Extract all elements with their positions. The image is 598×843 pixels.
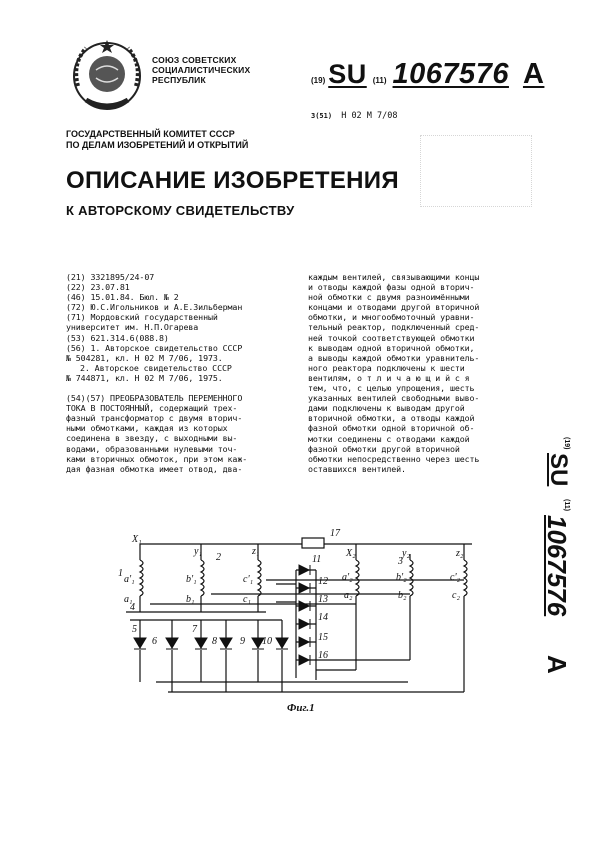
label-a2: a₂ [344,590,353,601]
abstract-line: ными обмотками, каждая из которых [66,423,228,434]
country: SU [328,59,367,89]
abstract-line: водами, образованными нулевыми точ- [66,443,238,454]
biblio-line: (71) Мордовский государственный [66,312,218,323]
side-number-code: (11) [563,499,570,512]
label-n12: 12 [318,576,328,587]
abstract-line: ТОКА В ПОСТОЯННЫЙ, содержащий трех- [66,403,238,414]
label-n8: 8 [212,636,217,647]
label-n9: 9 [240,636,245,647]
label-n11: 11 [312,554,322,565]
label-n7: 7 [192,624,197,635]
label-n1: 1 [118,568,123,579]
label-n4: 4 [130,602,135,613]
union-name [152,55,250,85]
abstract-line: ками вторичных обмоток, при этом каж- [66,453,248,464]
side-patent-number-value: 1067576 [542,515,572,617]
biblio-line: (46) 15.01.84. Бюл. № 2 [66,292,179,303]
label-x1: X₁ [132,534,142,545]
document-title: ОПИСАНИЕ ИЗОБРЕТЕНИЯ [66,167,399,194]
label-b1p: b'₁ [186,574,197,585]
biblio-line: 2. Авторское свидетельство СССР [80,362,232,373]
label-n14: 14 [318,612,328,623]
label-c1: c₁ [243,594,251,605]
label-n3: 3 [398,556,403,567]
patent-kind: A [522,58,545,90]
right-column [308,272,530,474]
side-patent-number [528,437,574,687]
label-z1: z₁ [252,546,260,557]
ussr-emblem-icon [66,34,148,116]
figure-caption: Фиг.1 [287,702,315,714]
ipc-code: 3(51) [311,112,333,120]
label-b2: b₂ [398,590,407,601]
abstract-line: концами и отводами другой вторичной [308,302,480,313]
side-country: SU [545,453,572,487]
abstract-line: каждым вентилей, связывающими концы [308,272,480,282]
abstract-line: фазной обмотки другой вторичной [308,443,460,454]
abstract-line: вторичной обмотки, а отводы каждой [308,413,475,424]
label-n6: 6 [152,636,157,647]
biblio-line: № 744871, кл. Н 02 М 7/06, 1975. [66,372,223,383]
abstract-line: и отводы каждой фазы одной вторич- [308,282,475,293]
biblio-line: (53) 621.314.6(088.8) [66,332,169,343]
union-line: СОЮЗ СОВЕТСКИХ [152,55,237,65]
label-b1: b₁ [186,594,195,605]
label-z2: z₂ [456,548,464,559]
label-c2: c₂ [452,590,460,601]
label-a2p: a'₂ [342,572,353,583]
committee-line: ГОСУДАРСТВЕННЫЙ КОМИТЕТ СССР [66,129,235,139]
biblio-line: (22) 23.07.81 [66,282,130,293]
patent-number: 1067576 [392,58,509,90]
abstract-line: фазный трансформатор с двумя вторич- [66,413,243,424]
label-n16: 16 [318,650,328,661]
abstract-line: (54)(57) ПРЕОБРАЗОВАТЕЛЬ ПЕРЕМЕННОГО [66,393,243,404]
abstract-line: ней точкой соответствующей обмотки [308,332,475,343]
label-n2: 2 [216,552,221,563]
label-n10: 10 [262,636,272,647]
abstract-line: обмотки непосредственно через шесть [308,453,480,464]
abstract-line: вентилям, о т л и ч а ю щ и й с я [308,372,470,383]
label-y2: y₂ [402,548,410,559]
biblio-line: (21) 3321895/24-07 [66,272,155,282]
patent-number-header [311,58,544,88]
abstract-line: соединена в звезду, с выходными вы- [66,433,238,444]
abstract-line: к выводам одной вторичной обмотки, [308,342,475,353]
country-code: (19) [311,76,326,85]
biblio-line: университет им. Н.П.Огарева [66,322,199,333]
biblio-line: (72) Ю.С.Игольников и А.Е.Зильберман [66,302,243,313]
label-n15: 15 [318,632,328,643]
side-kind: A [542,655,572,674]
abstract-line: тем, что, с целью упрощения, шесть [308,383,475,394]
abstract-line: тельный реактор, подключенный сред- [308,322,480,333]
abstract-line: ного реактора подключены к шести [308,362,465,373]
label-x2: X₂ [346,548,356,559]
document-subtitle: К АВТОРСКОМУ СВИДЕТЕЛЬСТВУ [66,203,295,218]
label-n13: 13 [318,594,328,605]
abstract-line: фазной обмотки одной вторичной об- [308,423,475,434]
abstract-line: дами подключены к выводам другой [308,403,465,414]
label-y1: y₁ [194,546,202,557]
union-line: СОЦИАЛИСТИЧЕСКИХ [152,65,251,75]
circuit-diagram [116,520,478,720]
biblio-line: (56) 1. Авторское свидетельство СССР [66,342,243,353]
left-column [66,272,296,474]
abstract-line: мотки соединены с отводами каждой [308,433,470,444]
label-b2p: b'₂ [396,572,407,583]
label-a1: a₁ [124,594,133,605]
ipc-value: Н 02 М 7/08 [341,111,398,121]
ipc-classification [311,111,398,121]
abstract-line: ной обмотки с двумя разноимёнными [308,292,470,303]
label-c1p: c'₁ [243,574,254,585]
label-n17: 17 [330,528,340,539]
abstract-line: обмотки, и многообмоточный уравни- [308,312,475,323]
biblio-line: № 504281, кл. Н 02 М 7/06, 1973. [66,352,223,363]
number-code: (11) [372,76,387,85]
library-stamp [420,135,532,207]
committee [66,129,248,151]
abstract-line: а выводы каждой обмотки уравнитель- [308,352,480,363]
abstract-line: дая фазная обмотка имеет отвод, два- [66,463,243,474]
abstract-line: оставшихся вентилей. [308,463,406,474]
label-c2p: c'₂ [450,572,461,583]
label-a1p: a'₁ [124,574,135,585]
label-n5: 5 [132,624,137,635]
committee-line: ПО ДЕЛАМ ИЗОБРЕТЕНИЙ И ОТКРЫТИЙ [66,140,249,150]
abstract-line: указанных вентилей свободными выво- [308,393,480,404]
side-country-code: (19) [563,437,570,450]
union-line: РЕСПУБЛИК [152,75,206,85]
